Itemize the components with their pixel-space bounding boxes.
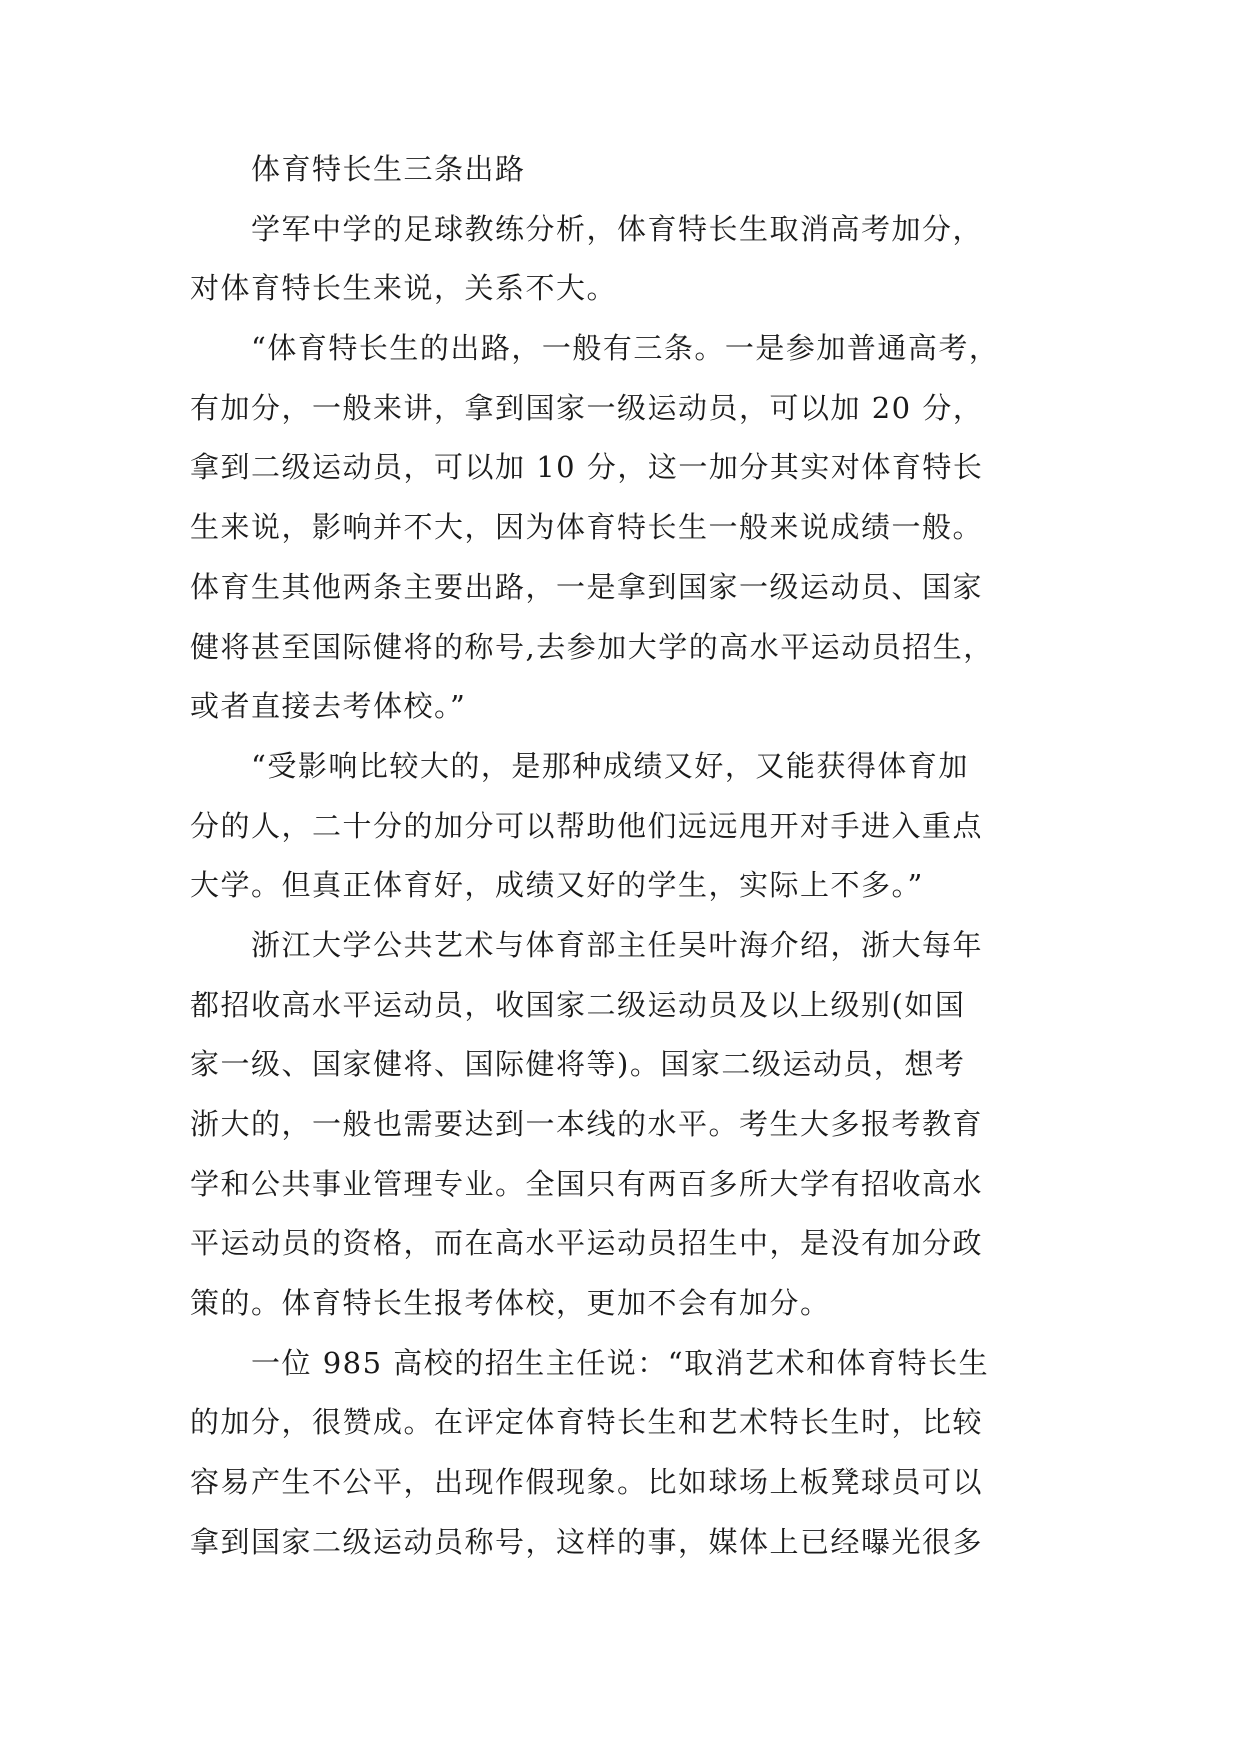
text-line: 或者直接去考体校。” xyxy=(190,689,467,724)
text-line: 对体育特长生来说，关系不大。 xyxy=(190,271,618,306)
text-line: 都招收高水平运动员，收国家二级运动员及以上级别(如国 xyxy=(190,987,966,1022)
text-line: 平运动员的资格，而在高水平运动员招生中，是没有加分政 xyxy=(190,1226,984,1261)
text-line: 家一级、国家健将、国际健将等)。国家二级运动员，想考 xyxy=(190,1047,966,1082)
text-line: 生来说，影响并不大，因为体育特长生一般来说成绩一般。 xyxy=(190,510,984,545)
text-line: 学和公共事业管理专业。全国只有两百多所大学有招收高水 xyxy=(190,1166,984,1201)
text-line: 策的。体育特长生报考体校，更加不会有加分。 xyxy=(190,1286,831,1321)
text-line: 有加分，一般来讲，拿到国家一级运动员，可以加 20 分， xyxy=(190,390,984,425)
text-line: 体育生其他两条主要出路，一是拿到国家一级运动员、国家 xyxy=(190,569,984,604)
text-line: 容易产生不公平，出现作假现象。比如球场上板凳球员可以 xyxy=(190,1465,984,1500)
text-line: 健将甚至国际健将的称号,去参加大学的高水平运动员招生， xyxy=(190,629,994,664)
text-line: 学军中学的足球教练分析，体育特长生取消高考加分， xyxy=(190,211,984,246)
text-line: 大学。但真正体育好，成绩又好的学生，实际上不多。” xyxy=(190,868,924,903)
text-line: 浙江大学公共艺术与体育部主任吴叶海介绍，浙大每年 xyxy=(190,927,984,962)
article-title: 体育特长生三条出路 xyxy=(190,152,526,186)
text-line: “受影响比较大的，是那种成绩又好，又能获得体育加 xyxy=(190,748,969,783)
text-line: “体育特长生的出路，一般有三条。一是参加普通高考， xyxy=(190,331,1000,366)
document-body xyxy=(190,154,1070,1587)
text-line: 拿到二级运动员，可以加 10 分，这一加分其实对体育特长 xyxy=(190,450,984,485)
text-line: 分的人，二十分的加分可以帮助他们远远甩开对手进入重点 xyxy=(190,808,984,843)
text-line: 的加分，很赞成。在评定体育特长生和艺术特长生时，比较 xyxy=(190,1405,984,1440)
text-line: 拿到国家二级运动员称号，这样的事，媒体上已经曝光很多 xyxy=(190,1524,984,1559)
text-line: 浙大的，一般也需要达到一本线的水平。考生大多报考教育 xyxy=(190,1107,984,1141)
text-line: 一位 985 高校的招生主任说：“取消艺术和体育特长生 xyxy=(190,1345,990,1380)
